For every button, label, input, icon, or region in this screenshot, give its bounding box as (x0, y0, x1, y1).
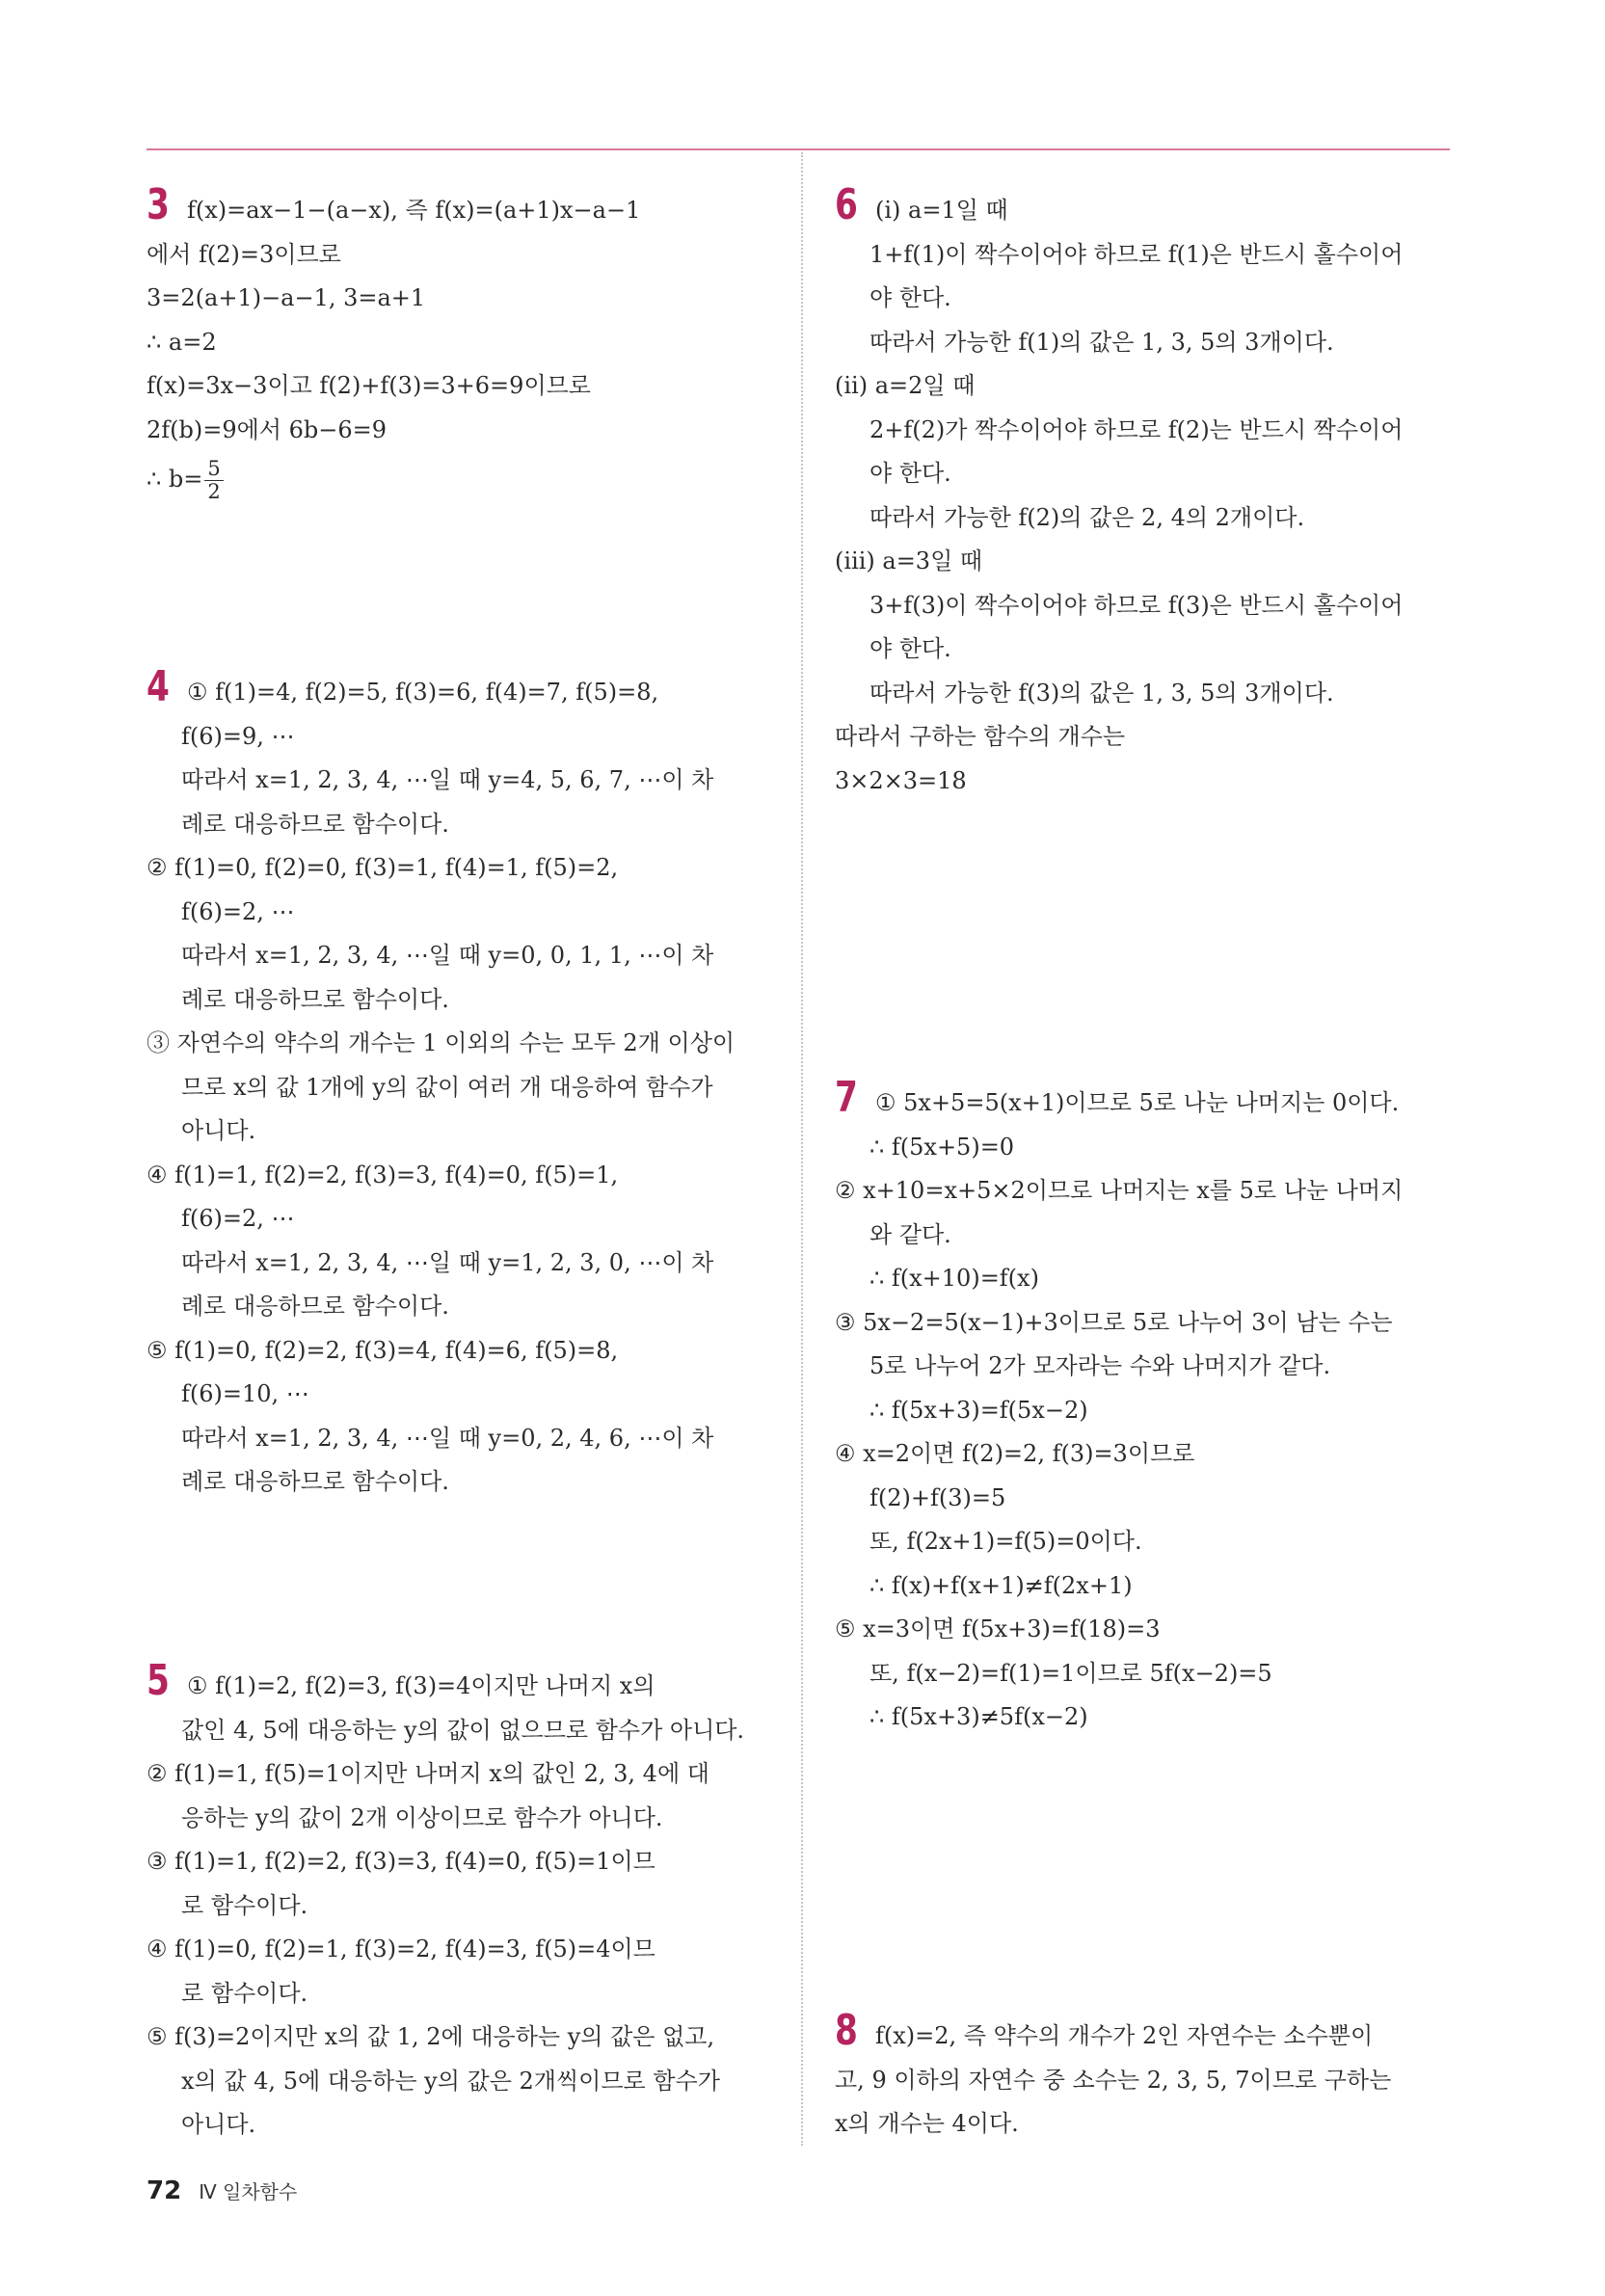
solution-line: 2+f(2)가 짝수이어야 하므로 f(2)는 반드시 짝수이어 (869, 415, 1404, 443)
problem-number: 6 (835, 180, 858, 229)
solution-line: ⑤ f(3)=2이지만 x의 값 1, 2에 대응하는 y의 값은 없고, (147, 2023, 715, 2050)
solution-line: 에서 f(2)=3이므로 (147, 240, 341, 268)
solution-line: 5로 나누어 2가 모자라는 수와 나머지가 같다. (869, 1352, 1331, 1379)
solution-line: f(x)=3x−3이고 f(2)+f(3)=3+6=9이므로 (147, 372, 591, 399)
solution-line: ∴ f(x)+f(x+1)≠f(2x+1) (869, 1571, 1133, 1599)
fraction-denominator: 2 (207, 480, 221, 503)
solution-line: 3=2(a+1)−a−1, 3=a+1 (147, 284, 426, 311)
solution-line: ③ f(1)=1, f(2)=2, f(3)=3, f(4)=0, f(5)=1이므 (147, 1848, 655, 1875)
problem-number: 3 (147, 180, 170, 229)
solution-line: f(6)=2, ⋯ (181, 1205, 295, 1232)
solution-line: f(2)+f(3)=5 (869, 1483, 1006, 1511)
solution-line: ① f(1)=2, f(2)=3, f(3)=4이지만 나머지 x의 (187, 1672, 655, 1699)
problem-4 (147, 662, 763, 1505)
solution-line: 아니다. (181, 1117, 256, 1144)
solution-line: ③ 자연수의 약수의 개수는 1 이외의 수는 모두 2개 이상이 (147, 1029, 736, 1056)
solution-line: ① f(1)=4, f(2)=5, f(3)=6, f(4)=7, f(5)=8, (187, 679, 659, 706)
solution-line: 따라서 가능한 f(3)의 값은 1, 3, 5의 3개이다. (869, 679, 1334, 707)
solution-line (147, 458, 763, 503)
solution-line: ① 5x+5=5(x+1)이므로 5로 나눈 나머지는 0이다. (875, 1089, 1400, 1116)
solution-line: (ⅲ) a=3일 때 (835, 547, 983, 574)
solution-line: ∴ f(5x+5)=0 (869, 1133, 1015, 1161)
solution-line: 따라서 x=1, 2, 3, 4, ⋯일 때 y=0, 2, 4, 6, ⋯이 차 (181, 1424, 714, 1452)
solution-line: ② f(1)=0, f(2)=0, f(3)=1, f(4)=1, f(5)=2, (147, 854, 619, 881)
solution-line: ② x+10=x+5×2이므로 나머지는 x를 5로 나눈 나머지 (835, 1177, 1404, 1204)
solution-line: 따라서 가능한 f(1)의 값은 1, 3, 5의 3개이다. (869, 328, 1334, 356)
solution-line: ④ f(1)=0, f(2)=1, f(3)=2, f(4)=3, f(5)=4이므 (147, 1936, 655, 1962)
solution-line: 례로 대응하므로 함수이다. (181, 1293, 449, 1320)
solution-line: 응하는 y의 값이 2개 이상이므로 함수가 아니다. (181, 1803, 663, 1831)
solution-line: ∴ f(5x+3)=f(5x−2) (869, 1396, 1088, 1424)
solution-line: 따라서 x=1, 2, 3, 4, ⋯일 때 y=4, 5, 6, 7, ⋯이 차 (181, 766, 714, 793)
solution-line: 2f(b)=9에서 6b−6=9 (147, 415, 388, 443)
solution-line: 1+f(1)이 짝수이어야 하므로 f(1)은 반드시 홀수이어 (869, 240, 1404, 268)
solution-line: ③ 5x−2=5(x−1)+3이므로 5로 나누어 3이 남는 수는 (835, 1308, 1393, 1336)
solution-line: 3+f(3)이 짝수이어야 하므로 f(3)은 반드시 홀수이어 (869, 591, 1404, 619)
fraction-numerator: 5 (204, 458, 223, 481)
solution-line: 야 한다. (869, 284, 951, 311)
solution-line: 값인 4, 5에 대응하는 y의 값이 없으므로 함수가 아니다. (181, 1716, 745, 1744)
solution-line: ∴ a=2 (147, 328, 217, 356)
solution-line: f(x)=2, 즉 약수의 개수가 2인 자연수는 소수뿐이 (875, 2022, 1374, 2049)
solution-line: f(x)=ax−1−(a−x), 즉 f(x)=(a+1)x−a−1 (187, 197, 641, 224)
solution-line: 야 한다. (869, 635, 951, 662)
solution-line: (ⅱ) a=2일 때 (835, 372, 976, 399)
page-number: 72 (147, 2176, 182, 2205)
solution-line: 따라서 x=1, 2, 3, 4, ⋯일 때 y=1, 2, 3, 0, ⋯이 차 (181, 1248, 714, 1276)
problem-5 (147, 1656, 763, 2148)
chapter-title: Ⅳ 일차함수 (199, 2180, 298, 2203)
solution-line: 례로 대응하므로 함수이다. (181, 985, 449, 1013)
solution-line: 또, f(2x+1)=f(5)=0이다. (869, 1528, 1142, 1555)
solution-line: 또, f(x−2)=f(1)=1이므로 5f(x−2)=5 (869, 1659, 1272, 1687)
therefore-text: ∴ b= (147, 466, 203, 493)
solution-line: 따라서 x=1, 2, 3, 4, ⋯일 때 y=0, 0, 1, 1, ⋯이 차 (181, 942, 714, 969)
solution-line: x의 값 4, 5에 대응하는 y의 값은 2개씩이므로 함수가 (181, 2067, 720, 2095)
fraction (204, 458, 223, 503)
solution-line: 로 함수이다. (181, 1979, 308, 2007)
solution-line: ② f(1)=1, f(5)=1이지만 나머지 x의 값인 2, 3, 4에 대 (147, 1760, 709, 1787)
column-divider (801, 152, 803, 2146)
solution-line: 3×2×3=18 (835, 766, 967, 794)
solution-line: 로 함수이다. (181, 1891, 308, 1919)
solution-line: (ⅰ) a=1일 때 (875, 197, 1008, 224)
problem-number: 5 (147, 1656, 170, 1705)
solution-line: 야 한다. (869, 460, 951, 487)
solution-line: f(6)=9, ⋯ (181, 722, 295, 750)
problem-number: 8 (835, 2006, 858, 2055)
solution-line: ⑤ f(1)=0, f(2)=2, f(3)=4, f(4)=6, f(5)=8, (147, 1336, 619, 1364)
solution-line: 례로 대응하므로 함수이다. (181, 1468, 449, 1495)
solution-line: 따라서 구하는 함수의 개수는 (835, 723, 1126, 750)
problem-8 (835, 2006, 1452, 2147)
solution-line: 와 같다. (869, 1220, 951, 1248)
header-rule (147, 148, 1450, 150)
solution-line: 므로 x의 값 1개에 y의 값이 여러 개 대응하여 함수가 (181, 1073, 713, 1101)
solution-line: 아니다. (181, 2111, 256, 2138)
solution-line: 따라서 가능한 f(2)의 값은 2, 4의 2개이다. (869, 503, 1305, 531)
solution-line: ⑤ x=3이면 f(5x+3)=f(18)=3 (835, 1615, 1161, 1642)
problem-3 (147, 180, 763, 503)
solution-line: ∴ f(x+10)=f(x) (869, 1265, 1039, 1292)
problem-number: 4 (147, 662, 170, 711)
solution-line: f(6)=10, ⋯ (181, 1380, 309, 1407)
page-footer (147, 2176, 297, 2205)
solution-line: ∴ f(5x+3)≠5f(x−2) (869, 1703, 1088, 1730)
problem-6 (835, 180, 1452, 803)
problem-number: 7 (835, 1073, 858, 1122)
solution-line: x의 개수는 4이다. (835, 2110, 1019, 2137)
solution-line: 례로 대응하므로 함수이다. (181, 810, 449, 838)
solution-line: ④ x=2이면 f(2)=2, f(3)=3이므로 (835, 1440, 1195, 1467)
solution-line: ④ f(1)=1, f(2)=2, f(3)=3, f(4)=0, f(5)=1, (147, 1161, 619, 1188)
solution-line: 고, 9 이하의 자연수 중 소수는 2, 3, 5, 7이므로 구하는 (835, 2066, 1392, 2094)
solution-line: f(6)=2, ⋯ (181, 897, 295, 925)
problem-7 (835, 1073, 1452, 1740)
